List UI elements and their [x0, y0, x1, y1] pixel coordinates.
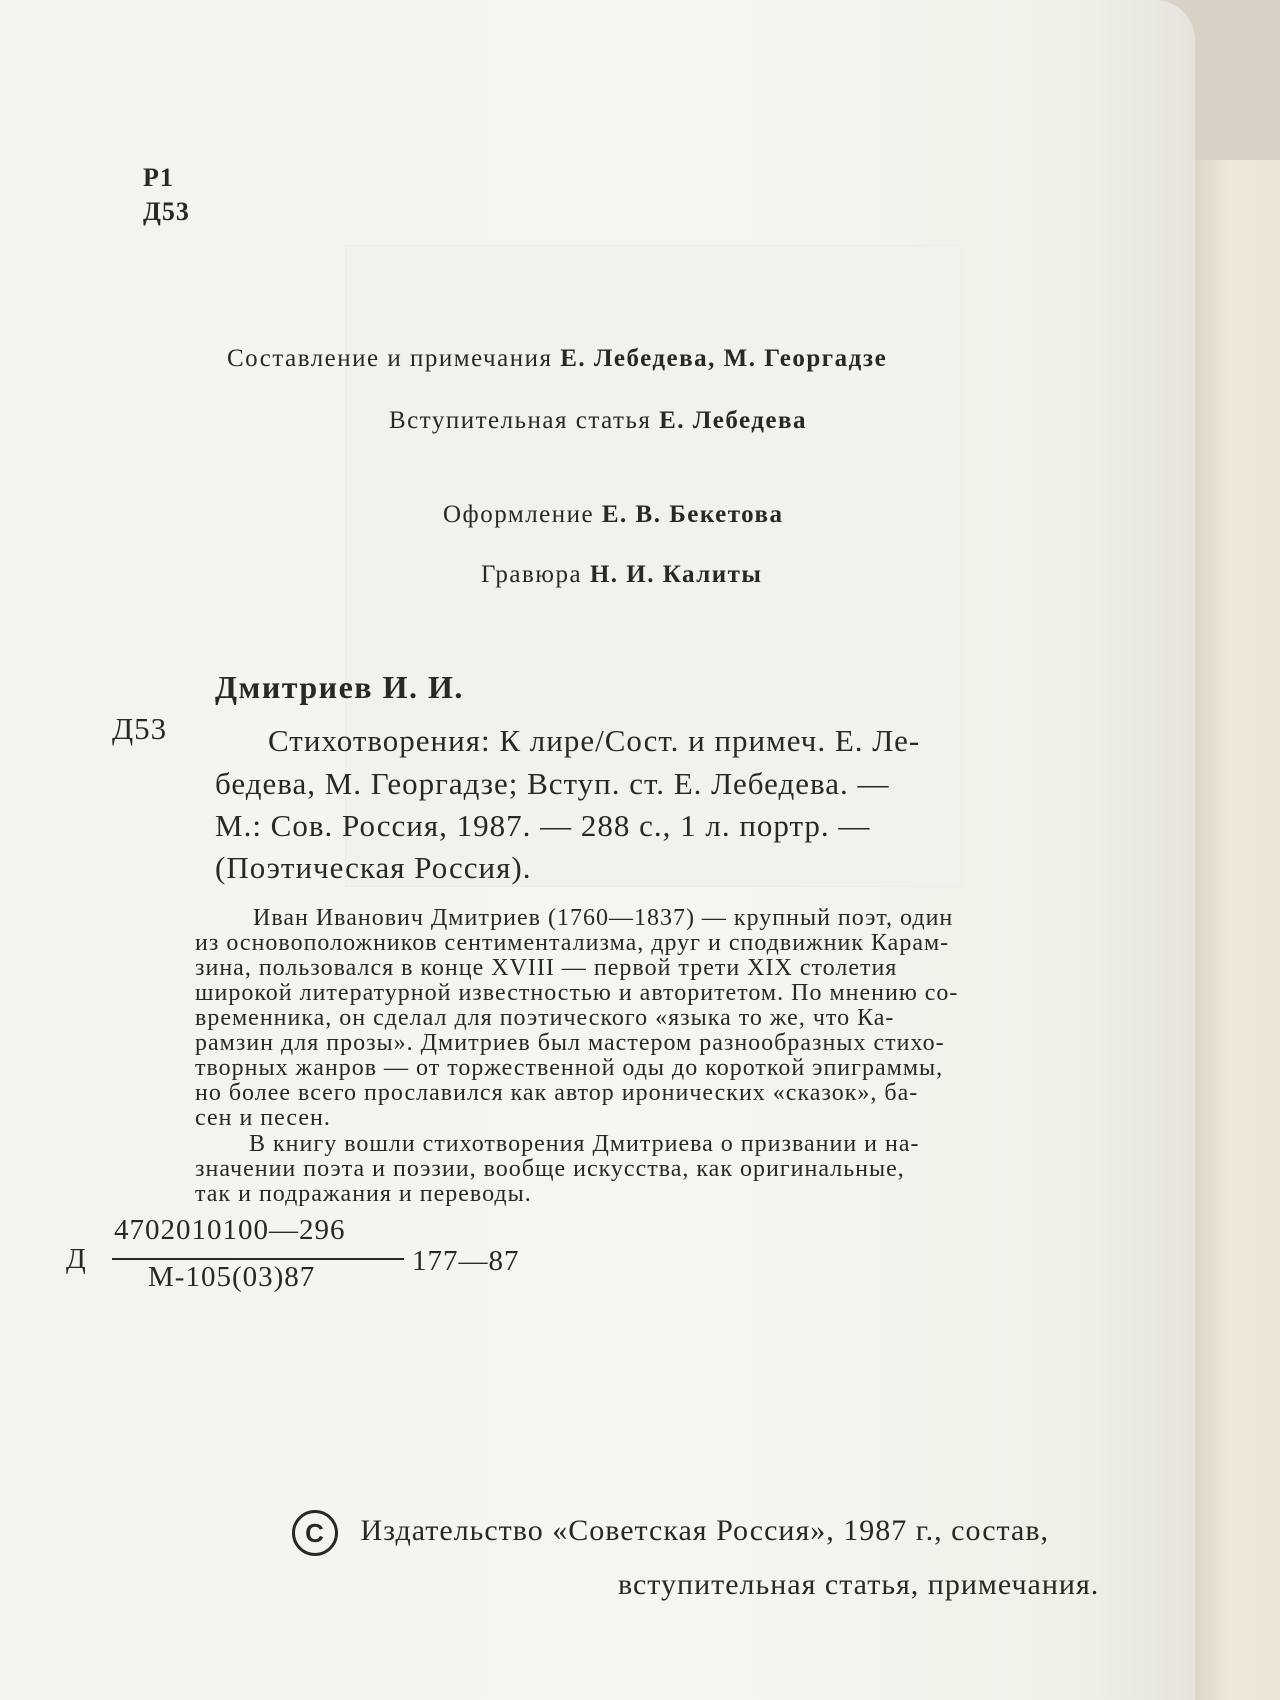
- classification-code-2: Д53: [143, 197, 190, 226]
- classification-code-1: Р1: [143, 163, 174, 192]
- annotation-line: временника, он сделал для поэтического «языка то же, что Ка-: [195, 1005, 895, 1031]
- credit-intro-label: Вступительная статья: [389, 407, 652, 434]
- next-page-edge: [1195, 160, 1280, 1700]
- entry-line-3: М.: Сов. Россия, 1987. — 288 с., 1 л. портр. —: [215, 808, 871, 843]
- credit-compilation: [227, 345, 887, 373]
- credit-design-name: Е. В. Бекетова: [601, 501, 784, 528]
- annotation-line: В книгу вошли стихотворения Дмитриева о призвании и на-: [249, 1131, 920, 1157]
- credit-intro-name: Е. Лебедева: [659, 407, 808, 434]
- copyright-icon: C: [292, 1510, 338, 1556]
- credit-design-label: Оформление: [443, 501, 595, 528]
- credit-engraving: [481, 561, 762, 589]
- annotation-line: рамзин для прозы». Дмитриев был мастером разнообразных стихо-: [195, 1030, 945, 1056]
- annotation-line: так и подражания и переводы.: [195, 1181, 532, 1207]
- entry-code: Д53: [112, 711, 168, 746]
- index-numerator: 4702010100—296: [114, 1214, 346, 1246]
- credit-compilation-label: Составление и примечания: [227, 345, 553, 372]
- entry-line-1: Стихотворения: К лире/Сост. и примеч. Е. Ле-: [268, 723, 921, 758]
- annotation-line: из основоположников сентиментализма, друг и сподвижник Карам-: [195, 930, 950, 956]
- credit-design: [443, 501, 784, 529]
- credit-engraving-name: Н. И. Калиты: [589, 561, 763, 588]
- annotation-line: Иван Иванович Дмитриев (1760—1837) — крупный поэт, один: [253, 905, 954, 931]
- copyright-text-1: Издательство «Советская Россия», 1987 г., состав,: [360, 1513, 1050, 1547]
- copyright-line-1: [292, 1510, 1049, 1556]
- credit-engraving-label: Гравюра: [481, 561, 583, 588]
- annotation-line: творных жанров — от торжественной оды до короткой эпиграммы,: [195, 1055, 944, 1081]
- annotation-line: сен и песен.: [195, 1105, 331, 1131]
- index-right: 177—87: [412, 1245, 520, 1277]
- entry-line-4: (Поэтическая Россия).: [215, 850, 532, 885]
- entry-author: Дмитриев И. И.: [215, 669, 464, 705]
- annotation-line: широкой литературной известностью и авторитетом. По мнению со-: [195, 980, 959, 1006]
- index-denominator: М-105(03)87: [148, 1261, 316, 1293]
- credit-intro: [389, 407, 807, 435]
- copyright-line-2: вступительная статья, примечания.: [618, 1568, 1100, 1601]
- fraction-bar: [112, 1258, 404, 1260]
- annotation-line: зина, пользовался в конце XVIII — первой трети XIX столетия: [195, 955, 898, 981]
- credit-compilation-names: Е. Лебедева, М. Георгадзе: [560, 345, 888, 372]
- index-letter: Д: [66, 1243, 87, 1275]
- entry-line-2: бедева, М. Георгадзе; Вступ. ст. Е. Лебедева. —: [215, 766, 890, 801]
- annotation-line: но более всего прославился как автор иронических «сказок», ба-: [195, 1080, 919, 1106]
- annotation-line: значении поэта и поэзии, вообще искусства, как оригинальные,: [195, 1156, 905, 1182]
